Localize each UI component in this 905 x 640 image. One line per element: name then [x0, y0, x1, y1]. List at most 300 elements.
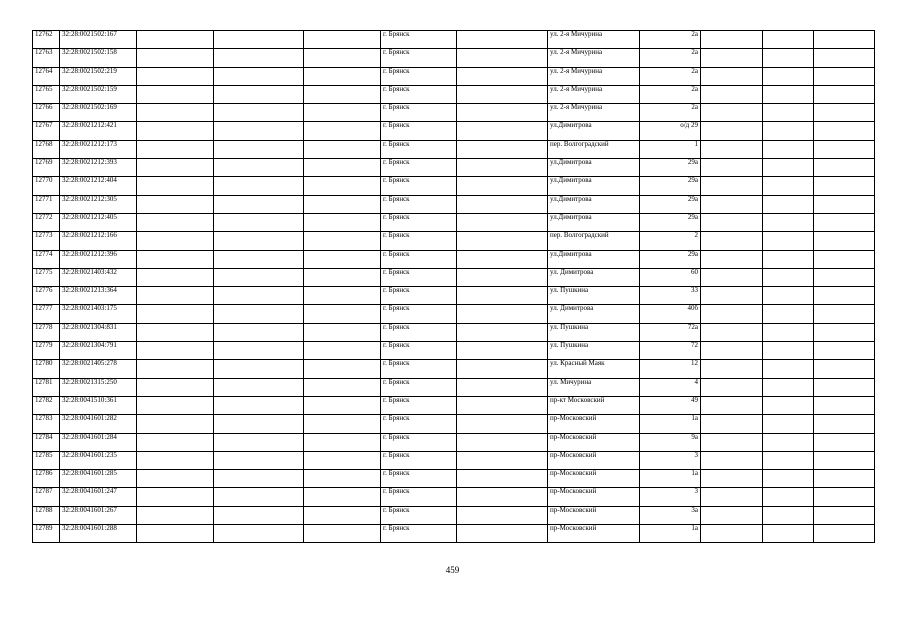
city-cell: г. Брянск: [381, 195, 457, 213]
empty-cell: [457, 159, 548, 177]
city-cell: г. Брянск: [381, 488, 457, 506]
house-number-cell: 2: [640, 232, 701, 250]
table-row: [33, 49, 875, 67]
house-number-cell: 29а: [640, 159, 701, 177]
house-number-cell: 72: [640, 342, 701, 360]
empty-cell: [304, 122, 381, 140]
table-row: [33, 250, 875, 268]
city-cell: г. Брянск: [381, 49, 457, 67]
street-cell: ул.Димитрова: [548, 122, 640, 140]
city-cell: г. Брянск: [381, 159, 457, 177]
table-row: [33, 104, 875, 122]
empty-cell: [701, 195, 763, 213]
empty-cell: [814, 506, 875, 524]
cadastral-number-cell: 32:28:0041601:288: [60, 525, 137, 543]
street-cell: пр-Московский: [548, 506, 640, 524]
empty-cell: [137, 140, 214, 158]
register-table: [32, 30, 875, 543]
empty-cell: [304, 360, 381, 378]
empty-cell: [763, 396, 814, 414]
row-number-cell: 12774: [33, 250, 60, 268]
city-cell: г. Брянск: [381, 305, 457, 323]
empty-cell: [457, 268, 548, 286]
empty-cell: [763, 378, 814, 396]
empty-cell: [457, 250, 548, 268]
city-cell: г. Брянск: [381, 470, 457, 488]
empty-cell: [304, 140, 381, 158]
row-number-cell: 12787: [33, 488, 60, 506]
empty-cell: [457, 195, 548, 213]
empty-cell: [304, 525, 381, 543]
row-number-cell: 12780: [33, 360, 60, 378]
empty-cell: [814, 140, 875, 158]
row-number-cell: 12768: [33, 140, 60, 158]
house-number-cell: 72а: [640, 323, 701, 341]
cadastral-number-cell: 32:28:0041510:361: [60, 396, 137, 414]
empty-cell: [701, 140, 763, 158]
empty-cell: [304, 451, 381, 469]
empty-cell: [763, 305, 814, 323]
street-cell: ул. 2-я Мичурина: [548, 104, 640, 122]
table-row: [33, 488, 875, 506]
empty-cell: [304, 470, 381, 488]
table-row: [33, 31, 875, 49]
cadastral-number-cell: 32:28:0021212:404: [60, 177, 137, 195]
cadastral-number-cell: 32:28:0041601:285: [60, 470, 137, 488]
empty-cell: [763, 268, 814, 286]
city-cell: г. Брянск: [381, 104, 457, 122]
row-number-cell: 12770: [33, 177, 60, 195]
row-number-cell: 12785: [33, 451, 60, 469]
table-row: [33, 140, 875, 158]
street-cell: пр-Московский: [548, 433, 640, 451]
empty-cell: [304, 506, 381, 524]
empty-cell: [457, 122, 548, 140]
city-cell: г. Брянск: [381, 342, 457, 360]
cadastral-number-cell: 32:28:0021212:393: [60, 159, 137, 177]
row-number-cell: 12775: [33, 268, 60, 286]
city-cell: г. Брянск: [381, 415, 457, 433]
empty-cell: [137, 415, 214, 433]
empty-cell: [701, 342, 763, 360]
empty-cell: [701, 122, 763, 140]
empty-cell: [304, 67, 381, 85]
empty-cell: [137, 268, 214, 286]
empty-cell: [304, 31, 381, 49]
street-cell: пр-Московский: [548, 415, 640, 433]
row-number-cell: 12766: [33, 104, 60, 122]
cadastral-number-cell: 32:28:0021403:432: [60, 268, 137, 286]
empty-cell: [214, 305, 304, 323]
empty-cell: [701, 177, 763, 195]
empty-cell: [814, 525, 875, 543]
empty-cell: [701, 67, 763, 85]
empty-cell: [137, 525, 214, 543]
empty-cell: [814, 287, 875, 305]
empty-cell: [214, 232, 304, 250]
house-number-cell: 3: [640, 451, 701, 469]
empty-cell: [304, 195, 381, 213]
empty-cell: [457, 104, 548, 122]
house-number-cell: 2а: [640, 85, 701, 103]
empty-cell: [701, 232, 763, 250]
table-row: [33, 305, 875, 323]
cadastral-number-cell: 32:28:0021502:219: [60, 67, 137, 85]
empty-cell: [137, 360, 214, 378]
empty-cell: [214, 378, 304, 396]
cadastral-number-cell: 32:28:0041601:282: [60, 415, 137, 433]
house-number-cell: 3а: [640, 506, 701, 524]
empty-cell: [814, 49, 875, 67]
empty-cell: [457, 451, 548, 469]
city-cell: г. Брянск: [381, 396, 457, 414]
city-cell: г. Брянск: [381, 213, 457, 231]
cadastral-number-cell: 32:28:0021502:169: [60, 104, 137, 122]
table-row: [33, 287, 875, 305]
street-cell: пр-Московский: [548, 470, 640, 488]
empty-cell: [457, 378, 548, 396]
row-number-cell: 12773: [33, 232, 60, 250]
city-cell: г. Брянск: [381, 287, 457, 305]
table-row: [33, 122, 875, 140]
empty-cell: [814, 305, 875, 323]
empty-cell: [701, 525, 763, 543]
city-cell: г. Брянск: [381, 433, 457, 451]
empty-cell: [304, 342, 381, 360]
empty-cell: [214, 159, 304, 177]
empty-cell: [763, 287, 814, 305]
house-number-cell: 33: [640, 287, 701, 305]
empty-cell: [304, 488, 381, 506]
empty-cell: [457, 415, 548, 433]
house-number-cell: 9а: [640, 433, 701, 451]
city-cell: г. Брянск: [381, 506, 457, 524]
empty-cell: [304, 159, 381, 177]
empty-cell: [814, 378, 875, 396]
row-number-cell: 12771: [33, 195, 60, 213]
empty-cell: [814, 396, 875, 414]
house-number-cell: 1а: [640, 525, 701, 543]
row-number-cell: 12772: [33, 213, 60, 231]
empty-cell: [304, 287, 381, 305]
street-cell: ул.Димитрова: [548, 177, 640, 195]
empty-cell: [701, 104, 763, 122]
house-number-cell: 2а: [640, 104, 701, 122]
empty-cell: [137, 213, 214, 231]
street-cell: пр-кт Московский: [548, 396, 640, 414]
cadastral-number-cell: 32:28:0021212:166: [60, 232, 137, 250]
cadastral-number-cell: 32:28:0021315:250: [60, 378, 137, 396]
empty-cell: [137, 470, 214, 488]
table-row: [33, 451, 875, 469]
empty-cell: [214, 342, 304, 360]
house-number-cell: 1: [640, 140, 701, 158]
empty-cell: [701, 85, 763, 103]
table-row: [33, 415, 875, 433]
empty-cell: [814, 250, 875, 268]
table-row: [33, 159, 875, 177]
empty-cell: [304, 378, 381, 396]
empty-cell: [701, 396, 763, 414]
street-cell: ул. Красный Маяк: [548, 360, 640, 378]
empty-cell: [701, 378, 763, 396]
cadastral-number-cell: 32:28:0021403:175: [60, 305, 137, 323]
empty-cell: [814, 159, 875, 177]
empty-cell: [763, 488, 814, 506]
empty-cell: [137, 31, 214, 49]
house-number-cell: 1а: [640, 470, 701, 488]
empty-cell: [137, 122, 214, 140]
cadastral-number-cell: 32:28:0021212:305: [60, 195, 137, 213]
empty-cell: [137, 85, 214, 103]
empty-cell: [814, 433, 875, 451]
empty-cell: [214, 268, 304, 286]
empty-cell: [814, 104, 875, 122]
street-cell: ул. Пушкина: [548, 323, 640, 341]
row-number-cell: 12764: [33, 67, 60, 85]
empty-cell: [214, 488, 304, 506]
city-cell: г. Брянск: [381, 525, 457, 543]
empty-cell: [214, 85, 304, 103]
street-cell: ул. Пушкина: [548, 287, 640, 305]
empty-cell: [214, 140, 304, 158]
empty-cell: [814, 177, 875, 195]
row-number-cell: 12762: [33, 31, 60, 49]
table-row: [33, 232, 875, 250]
empty-cell: [304, 177, 381, 195]
empty-cell: [814, 232, 875, 250]
house-number-cell: 29а: [640, 250, 701, 268]
empty-cell: [814, 415, 875, 433]
city-cell: г. Брянск: [381, 140, 457, 158]
street-cell: ул. 2-я Мичурина: [548, 67, 640, 85]
empty-cell: [214, 104, 304, 122]
city-cell: г. Брянск: [381, 177, 457, 195]
empty-cell: [137, 488, 214, 506]
empty-cell: [304, 250, 381, 268]
empty-cell: [214, 396, 304, 414]
empty-cell: [701, 287, 763, 305]
table-row: [33, 195, 875, 213]
empty-cell: [763, 31, 814, 49]
empty-cell: [457, 323, 548, 341]
empty-cell: [214, 287, 304, 305]
empty-cell: [457, 49, 548, 67]
empty-cell: [763, 415, 814, 433]
empty-cell: [137, 451, 214, 469]
empty-cell: [137, 177, 214, 195]
row-number-cell: 12783: [33, 415, 60, 433]
row-number-cell: 12786: [33, 470, 60, 488]
empty-cell: [814, 268, 875, 286]
empty-cell: [763, 140, 814, 158]
empty-cell: [457, 213, 548, 231]
empty-cell: [814, 488, 875, 506]
cadastral-number-cell: 32:28:0021304:791: [60, 342, 137, 360]
empty-cell: [763, 360, 814, 378]
empty-cell: [137, 232, 214, 250]
empty-cell: [137, 323, 214, 341]
table-row: [33, 342, 875, 360]
empty-cell: [814, 67, 875, 85]
empty-cell: [814, 213, 875, 231]
empty-cell: [457, 31, 548, 49]
cadastral-number-cell: 32:28:0021405:278: [60, 360, 137, 378]
cadastral-number-cell: 32:28:0021212:173: [60, 140, 137, 158]
empty-cell: [214, 49, 304, 67]
empty-cell: [214, 506, 304, 524]
empty-cell: [763, 250, 814, 268]
empty-cell: [457, 342, 548, 360]
street-cell: ул. Пушкина: [548, 342, 640, 360]
empty-cell: [214, 525, 304, 543]
house-number-cell: 3: [640, 488, 701, 506]
empty-cell: [763, 342, 814, 360]
empty-cell: [214, 177, 304, 195]
house-number-cell: 29а: [640, 213, 701, 231]
city-cell: г. Брянск: [381, 378, 457, 396]
street-cell: ул. 2-я Мичурина: [548, 49, 640, 67]
city-cell: г. Брянск: [381, 250, 457, 268]
empty-cell: [763, 433, 814, 451]
house-number-cell: 2а: [640, 31, 701, 49]
street-cell: ул.Димитрова: [548, 213, 640, 231]
empty-cell: [763, 195, 814, 213]
street-cell: пер. Волгоградский: [548, 232, 640, 250]
empty-cell: [763, 470, 814, 488]
empty-cell: [457, 85, 548, 103]
empty-cell: [304, 213, 381, 231]
empty-cell: [304, 396, 381, 414]
row-number-cell: 12778: [33, 323, 60, 341]
empty-cell: [814, 323, 875, 341]
table-row: [33, 177, 875, 195]
street-cell: пр-Московский: [548, 451, 640, 469]
empty-cell: [701, 250, 763, 268]
street-cell: пр-Московский: [548, 488, 640, 506]
empty-cell: [137, 104, 214, 122]
empty-cell: [763, 525, 814, 543]
row-number-cell: 12765: [33, 85, 60, 103]
empty-cell: [763, 85, 814, 103]
empty-cell: [763, 177, 814, 195]
empty-cell: [701, 213, 763, 231]
empty-cell: [457, 470, 548, 488]
empty-cell: [814, 122, 875, 140]
cadastral-number-cell: 32:28:0021213:364: [60, 287, 137, 305]
row-number-cell: 12782: [33, 396, 60, 414]
empty-cell: [763, 506, 814, 524]
street-cell: ул. Мичурина: [548, 378, 640, 396]
empty-cell: [304, 49, 381, 67]
house-number-cell: о/д 29: [640, 122, 701, 140]
row-number-cell: 12769: [33, 159, 60, 177]
row-number-cell: 12767: [33, 122, 60, 140]
register-table-body: [33, 31, 875, 543]
street-cell: ул. Димитрова: [548, 305, 640, 323]
empty-cell: [137, 506, 214, 524]
empty-cell: [457, 525, 548, 543]
empty-cell: [137, 49, 214, 67]
street-cell: ул.Димитрова: [548, 159, 640, 177]
empty-cell: [304, 85, 381, 103]
empty-cell: [701, 31, 763, 49]
house-number-cell: 60: [640, 268, 701, 286]
empty-cell: [214, 451, 304, 469]
city-cell: г. Брянск: [381, 85, 457, 103]
street-cell: ул. 2-я Мичурина: [548, 85, 640, 103]
empty-cell: [214, 213, 304, 231]
page-number: 459: [445, 565, 460, 575]
empty-cell: [763, 49, 814, 67]
street-cell: пер. Волгоградский: [548, 140, 640, 158]
street-cell: ул.Димитрова: [548, 195, 640, 213]
city-cell: г. Брянск: [381, 232, 457, 250]
house-number-cell: 2а: [640, 49, 701, 67]
empty-cell: [137, 159, 214, 177]
house-number-cell: 4: [640, 378, 701, 396]
city-cell: г. Брянск: [381, 323, 457, 341]
table-row: [33, 268, 875, 286]
empty-cell: [457, 305, 548, 323]
empty-cell: [137, 378, 214, 396]
empty-cell: [763, 104, 814, 122]
city-cell: г. Брянск: [381, 31, 457, 49]
empty-cell: [137, 305, 214, 323]
cadastral-number-cell: 32:28:0041601:284: [60, 433, 137, 451]
table-row: [33, 506, 875, 524]
row-number-cell: 12763: [33, 49, 60, 67]
empty-cell: [701, 451, 763, 469]
row-number-cell: 12779: [33, 342, 60, 360]
empty-cell: [304, 104, 381, 122]
row-number-cell: 12789: [33, 525, 60, 543]
street-cell: пр-Московский: [548, 525, 640, 543]
empty-cell: [304, 232, 381, 250]
empty-cell: [457, 177, 548, 195]
street-cell: ул. 2-я Мичурина: [548, 31, 640, 49]
row-number-cell: 12788: [33, 506, 60, 524]
table-row: [33, 213, 875, 231]
empty-cell: [457, 287, 548, 305]
empty-cell: [457, 232, 548, 250]
table-row: [33, 433, 875, 451]
empty-cell: [457, 396, 548, 414]
empty-cell: [814, 470, 875, 488]
cadastral-number-cell: 32:28:0021502:167: [60, 31, 137, 49]
empty-cell: [457, 506, 548, 524]
city-cell: г. Брянск: [381, 122, 457, 140]
empty-cell: [137, 396, 214, 414]
empty-cell: [214, 360, 304, 378]
empty-cell: [304, 415, 381, 433]
empty-cell: [701, 433, 763, 451]
empty-cell: [814, 195, 875, 213]
house-number-cell: 29а: [640, 177, 701, 195]
table-row: [33, 323, 875, 341]
empty-cell: [763, 67, 814, 85]
cadastral-number-cell: 32:28:0041601:235: [60, 451, 137, 469]
empty-cell: [137, 67, 214, 85]
city-cell: г. Брянск: [381, 360, 457, 378]
empty-cell: [763, 232, 814, 250]
house-number-cell: 49: [640, 396, 701, 414]
empty-cell: [457, 488, 548, 506]
cadastral-number-cell: 32:28:0021502:159: [60, 85, 137, 103]
empty-cell: [701, 506, 763, 524]
street-cell: ул.Димитрова: [548, 250, 640, 268]
empty-cell: [814, 451, 875, 469]
